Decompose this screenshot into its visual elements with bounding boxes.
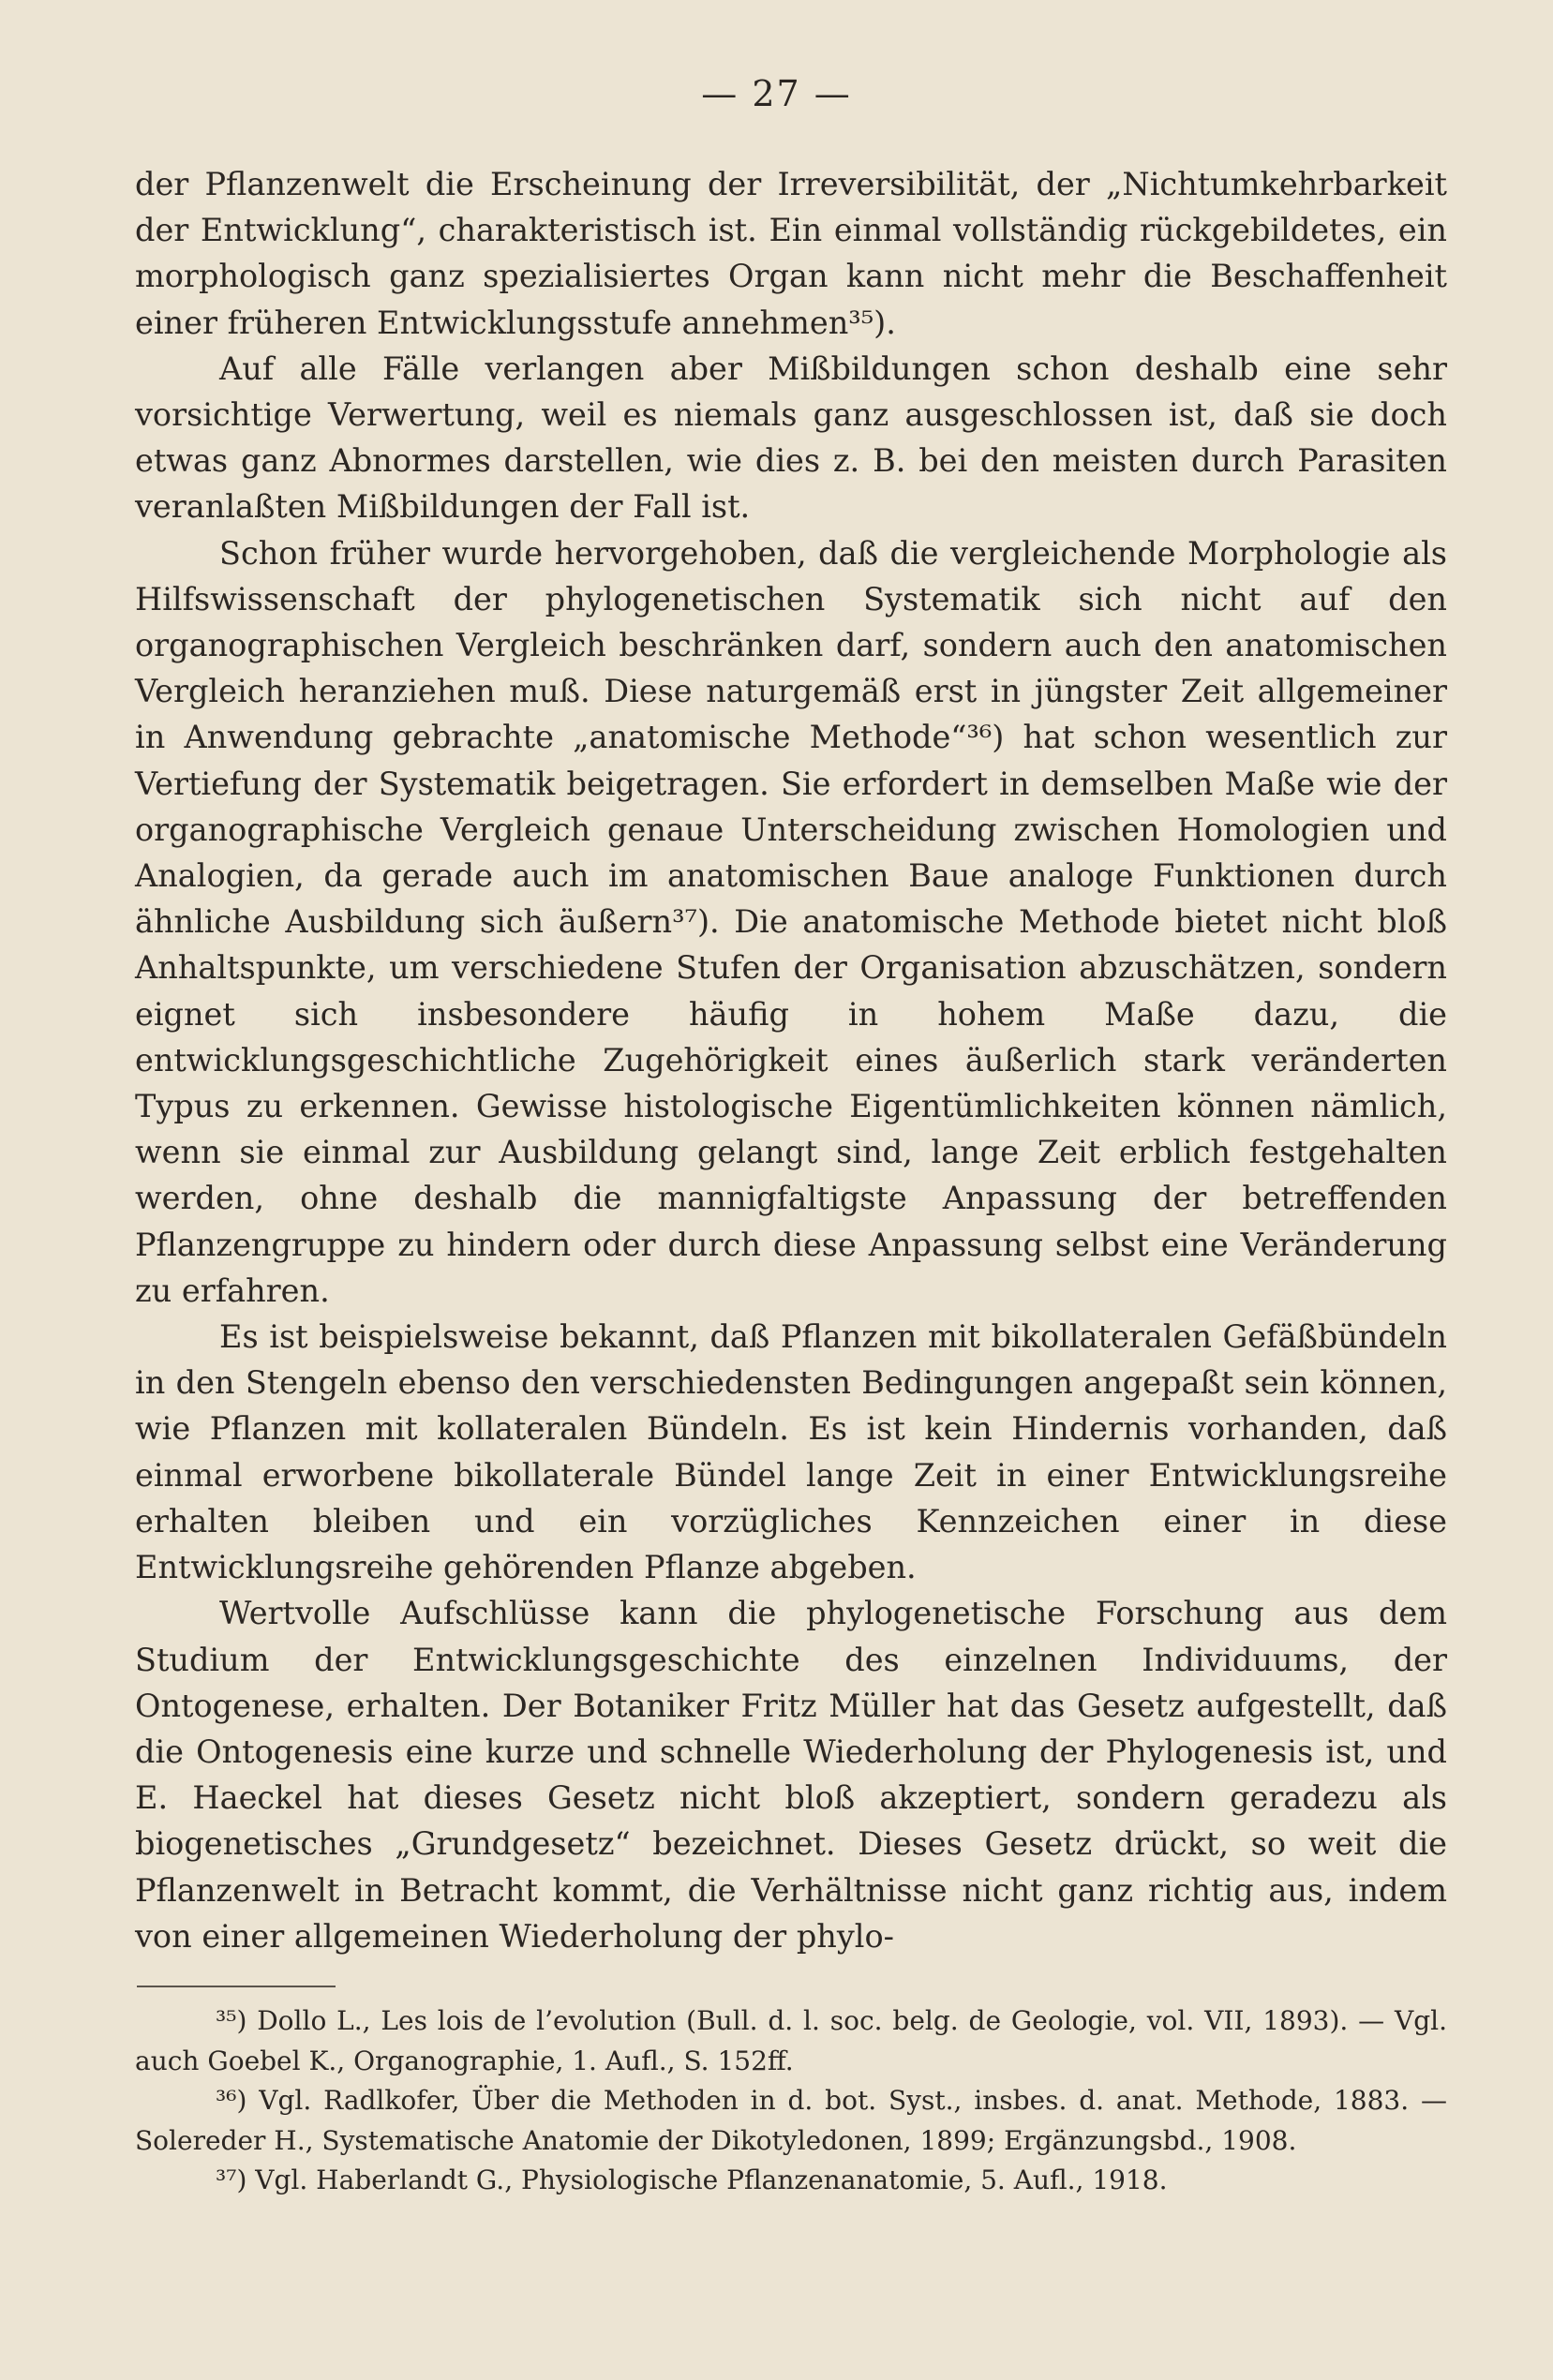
paragraph-2: Auf alle Fälle verlangen aber Mißbildungen schon deshalb eine sehr vorsichtige Verwertung, weil es niemals ganz ausgeschlossen ist, daß sie doch etwas ganz Abnormes darstellen, wie dies z. B. bei den meisten durch Parasiten veranlaßten Mißbildungen der Fall ist. <box>135 350 1447 526</box>
footnote-divider <box>137 1986 336 1987</box>
paragraph-3: Schon früher wurde hervorgehoben, daß die vergleichende Morphologie als Hilfswissenschaft der phylogenetischen Systematik sich nicht auf den organographischen Vergleich beschränken darf, sondern auch den anatomischen Vergleich heranziehen muß. Diese naturgemäß erst in jüngster Zeit allgemeiner in Anwendung gebrachte „anatomische Methode“³⁶) hat schon wesentlich zur Vertiefung der Systematik beigetragen. Sie erfordert in demselben Maße wie der organographische Vergleich genaue Unterscheidung zwischen Homologien und Analogien, da gerade auch im anatomischen Baue analoge Funktionen durch ähnliche Ausbildung sich äußern³⁷). Die anatomische Methode bietet nicht bloß Anhaltspunkte, um verschiedene Stufen der Organisation abzuschätzen, sondern eignet sich insbesondere häufig in hohem Maße dazu, die entwicklungsgeschichtliche Zugehörigkeit eines äußerlich stark veränderten Typus zu erkennen. Gewisse histologische Eigentümlichkeiten können nämlich, wenn sie einmal zur Ausbildung gelangt sind, lange Zeit erblich festgehalten werden, ohne deshalb die mannigfaltigste Anpassung der betreffenden Pflanzengruppe zu hindern oder durch diese Anpassung selbst eine Veränderung zu erfahren. <box>135 534 1447 1309</box>
paragraph-1: der Pflanzenwelt die Erscheinung der Irreversibilität, der „Nichtumkehrbarkeit der Entwicklung“, charakteristisch ist. Ein einmal vollständig rückgebildetes, ein morphologisch ganz spezialisiertes Organ kann nicht mehr die Beschaffenheit einer früheren Entwicklungsstufe annehmen³⁵). <box>135 166 1447 341</box>
footnotes <box>135 2001 1447 2201</box>
footnote-35: ³⁵) Dollo L., Les lois de l’evolution (Bull. d. l. soc. belg. de Geologie, vol. VII, 1893). — Vgl. auch Goebel K., Organographie, 1. Aufl., S. 152ff. <box>135 2005 1447 2076</box>
paragraph-5: Wertvolle Aufschlüsse kann die phylogenetische Forschung aus dem Studium der Entwicklungsgeschichte des einzelnen Individuums, der Ontogenese, erhalten. Der Botaniker Fritz Müller hat das Gesetz aufgestellt, daß die Ontogenesis eine kurze und schnelle Wiederholung der Phylogenesis ist, und E. Haeckel hat dieses Gesetz nicht bloß akzeptiert, sondern geradezu als biogenetisches „Grundgesetz“ bezeichnet. Dieses Gesetz drückt, so weit die Pflanzenwelt in Betracht kommt, die Verhältnisse nicht ganz richtig aus, indem von einer allgemeinen Wiederholung der phylo- <box>135 1595 1447 1955</box>
footnote-36: ³⁶) Vgl. Radlkofer, Über die Methoden in d. bot. Syst., insbes. d. anat. Methode, 1883. — Solereder H., Systematische Anatomie der Dikotyledonen, 1899; Ergänzungsbd., 1908. <box>135 2085 1447 2156</box>
body-text <box>135 161 1447 1959</box>
paragraph-4: Es ist beispielsweise bekannt, daß Pflanzen mit bikollateralen Gefäßbündeln in den Stengeln ebenso den verschiedensten Bedingungen angepaßt sein können, wie Pflanzen mit kollateralen Bündeln. Es ist kein Hindernis vorhanden, daß einmal erworbene bikollaterale Bündel lange Zeit in einer Entwicklungsreihe erhalten bleiben und ein vorzügliches Kennzeichen einer in diese Entwicklungsreihe gehörenden Pflanze abgeben. <box>135 1318 1447 1586</box>
footnote-37: ³⁷) Vgl. Haberlandt G., Physiologische Pflanzenanatomie, 5. Aufl., 1918. <box>216 2164 1168 2195</box>
page-number: — 27 — <box>701 73 852 114</box>
